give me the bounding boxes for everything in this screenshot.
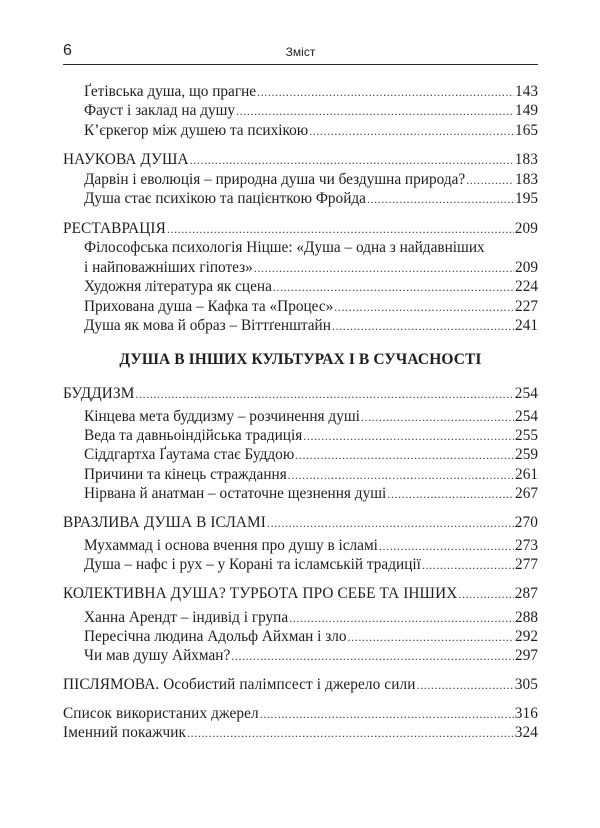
dot-leader xyxy=(260,704,514,724)
toc-entry[interactable] xyxy=(0,101,538,121)
toc-entry-page: 241 xyxy=(515,317,538,334)
toc-entry[interactable] xyxy=(0,297,538,317)
dot-leader xyxy=(288,465,514,485)
dot-leader xyxy=(289,608,514,628)
toc-entry-page: 165 xyxy=(515,122,538,139)
toc-entry[interactable] xyxy=(0,484,538,504)
toc-entry[interactable] xyxy=(0,627,538,647)
page-number: 6 xyxy=(63,42,72,59)
toc-entry-title: Ханна Арендт – індивід і група xyxy=(84,609,289,626)
toc-entry-title: НАУКОВА ДУША xyxy=(63,151,189,168)
toc-entry-title: Причини та кінець страждання xyxy=(84,466,287,483)
dot-leader xyxy=(387,484,514,504)
toc-entry-title: Мухаммад і основа вчення про душу в ісламі xyxy=(84,537,378,554)
toc-entry[interactable] xyxy=(0,426,538,446)
dot-leader xyxy=(257,82,514,102)
toc-entry-page: 277 xyxy=(515,556,538,573)
toc-entry-page: 209 xyxy=(514,220,538,237)
toc-entry-title: Кінцева мета буддизму – розчинення душі xyxy=(84,408,360,425)
toc-entry-title: РЕСТАВРАЦІЯ xyxy=(63,220,166,237)
dot-leader xyxy=(267,513,514,533)
toc-entry[interactable] xyxy=(0,189,538,209)
toc-entry-page: 259 xyxy=(515,446,538,463)
toc-entry-title: Пересічна людина Адольф Айхман і зло xyxy=(84,628,347,645)
toc-entry-page: 254 xyxy=(514,385,538,402)
toc-entry-page: 255 xyxy=(515,427,538,444)
dot-leader xyxy=(458,584,513,604)
dot-leader xyxy=(273,277,514,297)
toc-section-heading[interactable] xyxy=(0,219,538,239)
dot-leader xyxy=(295,445,514,465)
toc-section-heading[interactable] xyxy=(0,584,538,604)
toc-entry[interactable] xyxy=(0,536,538,556)
toc-entry-page: 297 xyxy=(515,647,538,664)
toc-entry-title: Чи мав душу Айхман? xyxy=(84,647,231,664)
dot-leader xyxy=(190,150,514,170)
toc-entry-title: Нірвана й анатман – остаточне щезнення душі xyxy=(84,485,387,502)
toc-entry-title: Прихована душа – Кафка та «Процес» xyxy=(84,298,334,315)
toc-entry[interactable] xyxy=(0,170,538,190)
toc-entry-page: 224 xyxy=(515,278,538,295)
toc-entry-page: 183 xyxy=(514,151,538,168)
toc-entry[interactable] xyxy=(0,608,538,628)
dot-leader xyxy=(236,101,514,121)
toc-entry-page: 195 xyxy=(515,190,538,207)
running-title: Зміст xyxy=(285,45,316,59)
toc-entry-title: Душа як мова й образ – Віттґенштайн xyxy=(84,317,331,334)
toc-bibliography[interactable] xyxy=(0,704,538,724)
toc-entry-title: КОЛЕКТИВНА ДУША? ТУРБОТА ПРО СЕБЕ ТА ІНШИХ xyxy=(63,585,458,602)
toc-entry-title: ВРАЗЛИВА ДУША В ІСЛАМІ xyxy=(63,514,266,531)
toc-section-heading[interactable] xyxy=(0,513,538,533)
toc-afterword[interactable] xyxy=(0,675,538,695)
toc-entry-page: 227 xyxy=(515,298,538,315)
part-title: ДУША В ІНШИХ КУЛЬТУРАХ І В СУЧАСНОСТІ xyxy=(119,351,482,368)
toc-entry-title: Ґетівська душа, що прагне xyxy=(84,83,257,100)
toc-entry-title: Веда та давньоіндійська традиція xyxy=(84,427,303,444)
toc-entry-title: ПІСЛЯМОВА. Особистий палімпсест і джерело сили xyxy=(63,676,416,693)
dot-leader xyxy=(135,384,513,404)
toc-entry-title: Сіддгартха Ґаутама стає Буддою xyxy=(84,446,295,463)
toc-entry-title: Душа стає психікою та пацієнткою Фройда xyxy=(84,190,366,207)
toc-entry-title: і найповажніших гіпотез» xyxy=(84,259,253,276)
toc-entry-page: 270 xyxy=(514,514,538,531)
toc-entry[interactable] xyxy=(0,555,538,575)
dot-leader xyxy=(309,121,514,141)
toc-entry[interactable] xyxy=(0,445,538,465)
toc-entry[interactable] xyxy=(0,646,538,666)
dot-leader xyxy=(422,555,514,575)
toc-entry-title: К’єркегор між душею та психікою xyxy=(84,122,309,139)
toc-entry-page: 316 xyxy=(514,705,538,722)
toc-entry-title: Список використаних джерел xyxy=(63,705,259,722)
toc-entry-title-first-line[interactable]: Філософська психологія Ніцше: «Душа – одна з найдавніших xyxy=(84,239,485,256)
toc-entry-title: Фауст і заклад на душу xyxy=(84,102,236,119)
page-header xyxy=(63,40,538,65)
toc-section-heading[interactable] xyxy=(0,384,538,404)
dot-leader xyxy=(417,675,514,695)
toc-entry-page: 261 xyxy=(515,466,538,483)
toc-entry[interactable] xyxy=(0,82,538,102)
dot-leader xyxy=(231,646,514,666)
toc-entry-title: БУДДИЗМ xyxy=(63,385,135,402)
dot-leader xyxy=(254,258,514,278)
dot-leader xyxy=(348,627,515,647)
toc-entry-page: 288 xyxy=(515,609,538,626)
toc-entry-page: 254 xyxy=(515,408,538,425)
toc-entry-page: 305 xyxy=(514,676,538,693)
toc-entry-page: 143 xyxy=(515,83,538,100)
dot-leader xyxy=(466,170,514,190)
dot-leader xyxy=(332,316,514,336)
dot-leader xyxy=(303,426,514,446)
dot-leader xyxy=(334,297,514,317)
toc-entry[interactable] xyxy=(0,316,538,336)
toc-entry[interactable] xyxy=(0,258,538,278)
toc-entry-page: 292 xyxy=(515,628,538,645)
toc-entry-title: Дарвін і еволюція – природна душа чи бездушна природа? xyxy=(84,171,466,188)
toc-entry-title: Душа – нафс і рух – у Корані та ісламській традиції xyxy=(84,556,421,573)
dot-leader xyxy=(187,723,514,743)
toc-entry[interactable] xyxy=(0,277,538,297)
toc-entry[interactable] xyxy=(0,465,538,485)
toc-section-heading[interactable] xyxy=(0,150,538,170)
dot-leader xyxy=(379,536,514,556)
toc-entry-page: 149 xyxy=(515,102,538,119)
dot-leader xyxy=(167,219,514,239)
toc-entry-page: 209 xyxy=(515,259,538,276)
toc-entry[interactable] xyxy=(0,407,538,427)
toc-entry-page: 183 xyxy=(515,171,538,188)
dot-leader xyxy=(361,407,514,427)
toc-entry[interactable] xyxy=(0,121,538,141)
toc-name-index[interactable] xyxy=(0,723,538,743)
dot-leader xyxy=(367,189,514,209)
toc-entry-title: Іменний покажчик xyxy=(63,724,187,741)
toc-entry-page: 324 xyxy=(514,724,538,741)
toc-entry-title: Художня література як сцена xyxy=(84,278,272,295)
toc-entry-page: 273 xyxy=(515,537,538,554)
toc-entry-page: 287 xyxy=(514,585,538,602)
toc-entry-page: 267 xyxy=(515,485,538,502)
